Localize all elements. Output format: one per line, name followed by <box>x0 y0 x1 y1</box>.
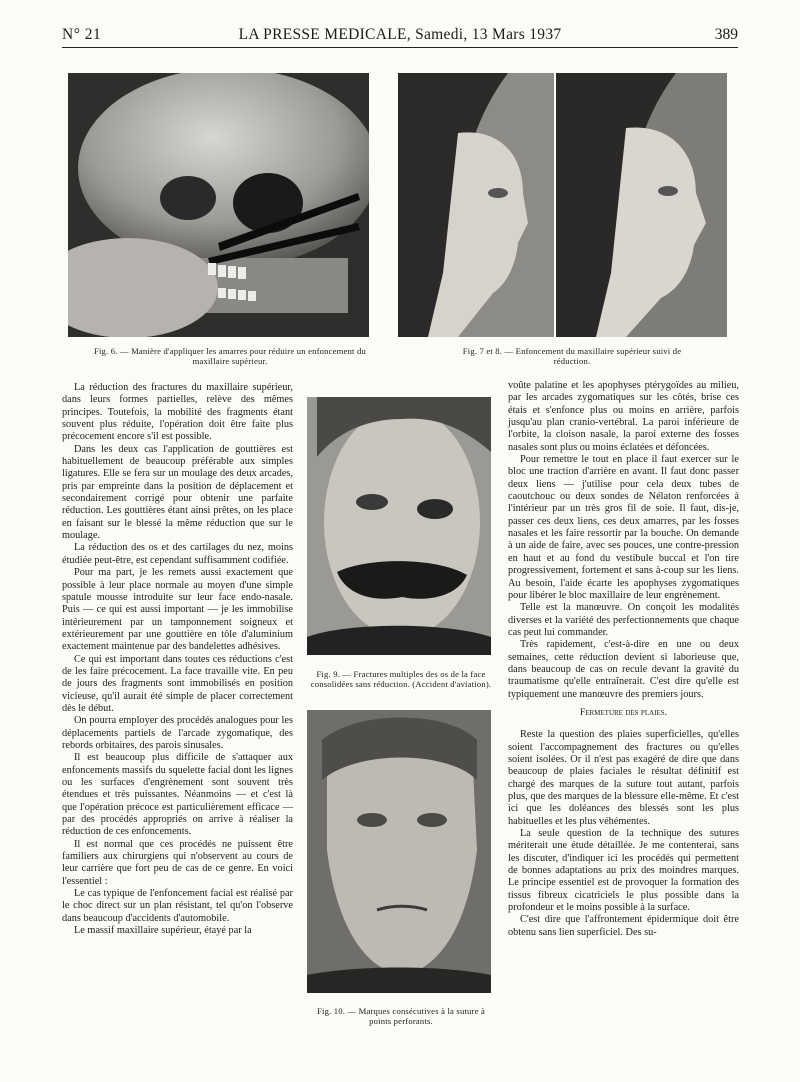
right-column <box>508 380 739 939</box>
paragraph: Il est beaucoup plus difficile de s'attaquer aux enfoncements massifs du squelette facial dont les lignes ou les surfaces d'engrènement sont souvent très étendues et très puissantes. Néanmoins — et c'est là que l'opération précoce est particulièrement efficace — par des procédés appropriés on arrive à réaliser la réduction de ces enfoncements. <box>62 752 293 838</box>
paragraph: Ce qui est important dans toutes ces réductions c'est de les faire précocement. La face travaille vite. En peu de jours des fragments sont immobilisés en position vicieuse, qu'il aurait été simple de placer correctement dès le début. <box>62 653 293 714</box>
running-header <box>62 26 738 46</box>
section-heading: Fermeture des plaies. <box>579 707 668 718</box>
fig7-8-caption: Fig. 7 et 8. — Enfoncement du maxillaire supérieur suivi de réduction. <box>462 346 682 366</box>
fig9-face-photo <box>307 397 491 655</box>
paragraph: Le cas typique de l'enfoncement facial est réalisé par le choc direct sur un plan résistant, tel qu'on l'observe dans beaucoup d'accidents d'automobile. <box>62 888 293 924</box>
paragraph: Dans les deux cas l'application de gouttières est habituellement de beaucoup préférable aux simples ligatures. Elle se fera sur un moulage des deux arcades, pris par empreinte dans la position de déplacement et secondairement corrigé pour obtenir une parfaite réduction. Les gouttières étant ainsi prêtes, on les place en faisant sur le blessé la même réduction que sur le moulage. <box>62 443 293 542</box>
fig7-profile-photo <box>398 73 554 337</box>
fig8-profile-photo <box>556 73 727 337</box>
paragraph: Telle est la manœuvre. On conçoit les modalités diverses et la variété des perfectionnements que chaque cas peut lui commander. <box>508 602 739 638</box>
paragraph: voûte palatine et les apophyses ptérygoïdes au milieu, par les arcades zygomatiques sur les côtés, brise ces étais et s'enfonce plus ou moins en arrière, parfois jusqu'au plan cranio-vertébral. La paroi inférieure de l'orbite, la cloison nasale, la paroi externe des fosses nasales sont plus ou moins éclatées et défoncées. <box>508 380 739 453</box>
journal-title: LA PRESSE MEDICALE, Samedi, 13 Mars 1937 <box>238 26 562 43</box>
paragraph: La seule question de la technique des sutures mériterait une étude détaillée. Je me contenterai, sans les discuter, d'indiquer ici les procédés qui permettent de bonnes adaptations au prix des moindres marques. Le principe essentiel est de provoquer la formation des tissus fibreux cicatriciels le plus possible dans la profondeur et le moins possible à la surface. <box>508 828 739 914</box>
paragraph: Pour ma part, je les remets aussi exactement que possible à leur place normale au moyen d'une simple spatule mousse introduite sur leur face endo-nasale. Puis — ce qui est aussi important — je les immobilise intérieurement par un tamponnement soigneux et extérieurement par une gouttière en tôle d'aluminium exactement maintenue par des bandelettes adhésives. <box>62 567 293 653</box>
page-number: 389 <box>714 26 738 43</box>
paragraph: C'est dire que l'affrontement épidermique doit être obtenu sans lien superficiel. Des su- <box>508 914 739 938</box>
fig9-caption: Fig. 9. — Fractures multiples des os de la face consolidées sans réduction. (Accident d'aviation). <box>310 669 492 689</box>
left-column <box>62 382 293 937</box>
paragraph: Pour remettre le tout en place il faut exercer sur le bloc une traction d'arrière en avant. Il faut donc passer deux liens — j'utilise pour cela deux tubes de caoutchouc ou deux sondes de Nélaton renforcées à l'intérieur par un très gros fil de soie. Il faut, dis-je, passer ces deux liens, ces deux amarres, par les fosses nasales et les faire ressortir par la bouche. On demande à un aide de faire, avec ses pouces, une contre-pression en haut et au fond du vestibule buccal et l'on tire progressivement, fortement et sans à-coup sur les liens. Au besoin, l'aide écarte les apophyses zygomatiques pour libérer le bloc maxillaire de leur engrènement. <box>508 454 739 601</box>
fig6-skull-photo <box>68 73 369 337</box>
paragraph: La réduction des fractures du maxillaire supérieur, dans leurs formes partielles, relève des mêmes principes. Toutefois, la mobilité des fragments étant souvent plus réduite, l'opération doit être faite plus précocement encore s'il est possible. <box>62 382 293 443</box>
header-rule <box>62 47 738 48</box>
paragraph: Il est normal que ces procédés ne puissent être familiers aux chirurgiens qui n'observent au cours de leur carrière que fort peu de cas de ce genre. En voici l'essentiel : <box>62 838 293 887</box>
paragraph: Très rapidement, c'est-à-dire en une ou deux semaines, cette réduction devient si laborieuse que, dans beaucoup de cas on recule devant la gravité du traumatisme qu'elle entraînerait. C'est dire qu'elle est typiquement une manœuvre des premiers jours. <box>508 639 739 700</box>
issue-number: N° 21 <box>62 26 102 43</box>
fig6-caption: Fig. 6. — Manière d'appliquer les amarres pour réduire un enfoncement du maxillaire supérieur. <box>93 346 366 366</box>
fig10-face-photo <box>307 710 491 993</box>
fig10-caption: Fig. 10. — Marques consécutives à la suture à points perforants. <box>317 1006 485 1026</box>
paragraph: On pourra employer des procédés analogues pour les déplacements partiels de l'arcade zygomatique, des rebords orbitaires, des parois sinusales. <box>62 715 293 751</box>
paragraph: Reste la question des plaies superficielles, qu'elles soient l'accompagnement des fractures ou qu'elles soient isolées. Or il n'est pas exagéré de dire que dans beaucoup de plaies faciales le résultat définitif est chargé des marques de la suture tout autant, parfois plus, que des marques de la blessure elle-même. Et c'est ici que les doléances des blessés sont les plus habituelles et les plus véhémentes. <box>508 729 739 827</box>
paragraph: La réduction des os et des cartilages du nez, moins étudiée peut-être, est cependant suffisamment codifiée. <box>62 542 293 566</box>
paragraph: Le massif maxillaire supérieur, étayé par la <box>74 925 252 937</box>
